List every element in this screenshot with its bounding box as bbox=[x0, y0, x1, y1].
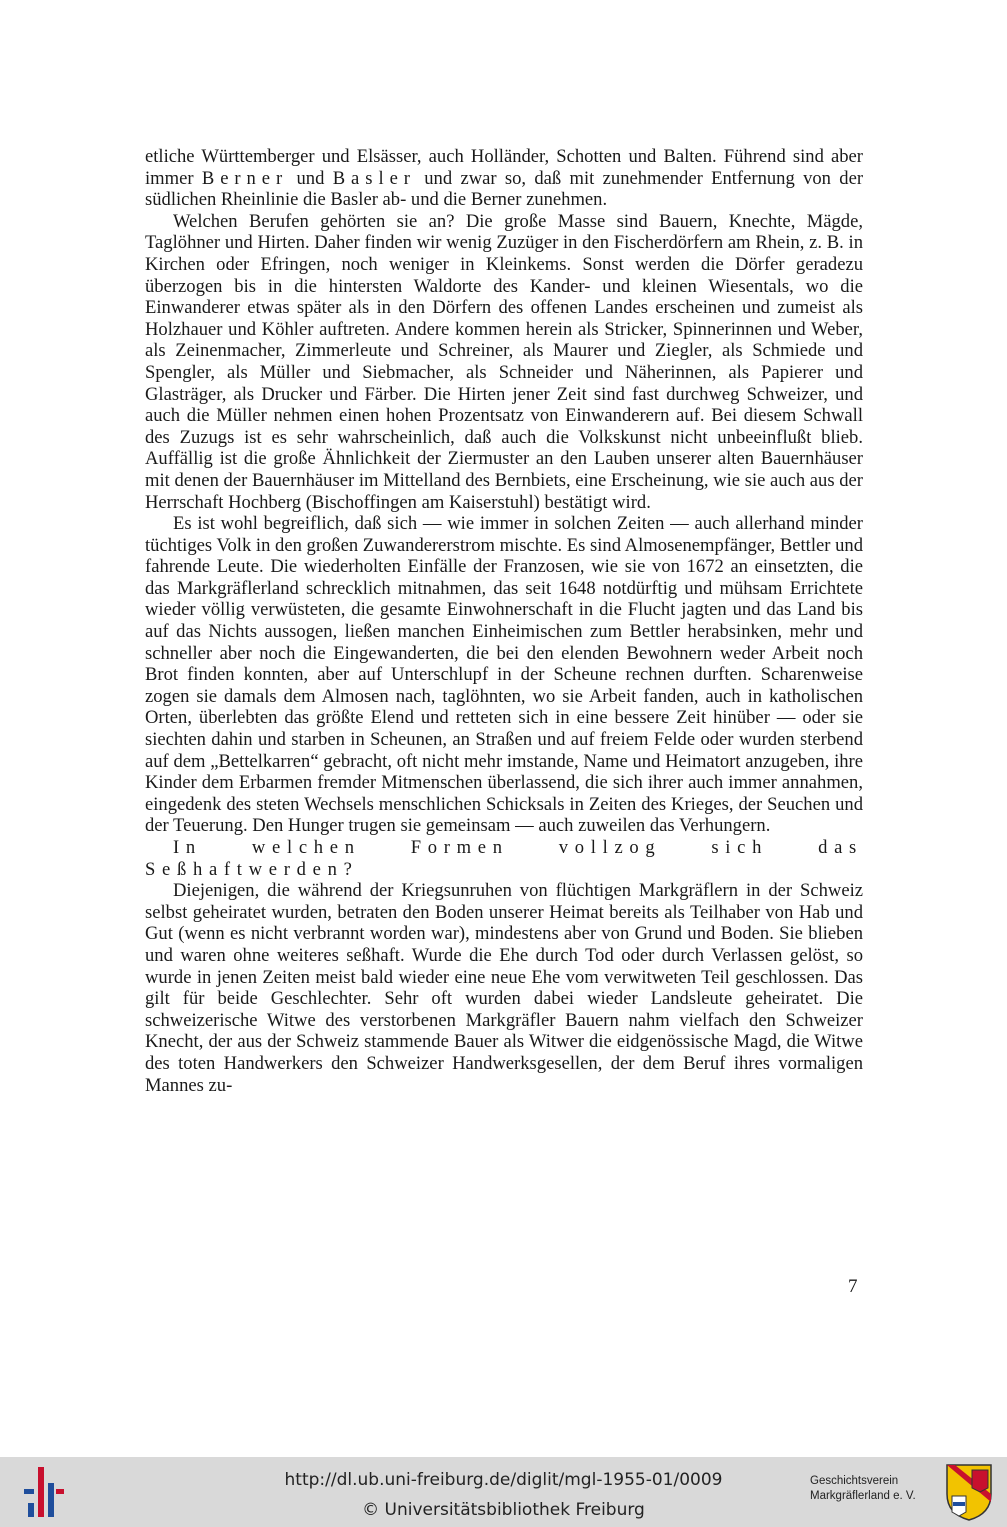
paragraph-1 bbox=[145, 146, 863, 211]
spaced-word-basler: Basler bbox=[332, 167, 416, 189]
society-line-1: Geschichtsverein bbox=[810, 1475, 899, 1487]
page-body bbox=[145, 146, 863, 1096]
paragraph-2: Welchen Berufen gehörten sie an? Die große Masse sind Bauern, Knechte, Mägde, Taglöhner und Hirten. Daher finden wir wenig Zuzüger in den Fischerdörfern am Rhein, z. B. in Kirchen oder Efringen, noch weniger in Kleinkems. Sonst werden die Dörfer geradezu überzogen bis in die hintersten Waldorte des Kander- und kleinen Wiesentals, wo die Einwanderer etwas später als in den Dörfern des offenen Landes erscheinen und zumeist als Holzhauer und Köhler auftreten. Andere kommen herein als Stricker, Spinnerinnen und Weber, als Zeinenmacher, Zimmerleute und Schreiner, als Maurer und Ziegler, als Schmiede und Spengler, als Müller und Siebmacher, als Schneider und Näherinnen, als Papierer und Glasträger, als Drucker und Färber. Die Hirten jener Zeit sind fast durchweg Schweizer, und auch die Müller nehmen einen hohen Prozentsatz von Einwanderern auf. Bei diesem Schwall des Zuzugs ist es sehr wahrscheinlich, daß auch die Volkskunst nicht unbeeinflußt blieb. Auffällig ist die große Ähnlichkeit der Ziermuster an den Lauben unserer alten Bauernhäuser mit denen der Bauernhäuser im Mittelland des Bernbiets, eine Erscheinung, wie sie auch aus der Herrschaft Hochberg (Bischoffingen am Kaiserstuhl) bestätigt wird. bbox=[145, 210, 863, 513]
page-number: 7 bbox=[848, 1276, 858, 1297]
society-name bbox=[810, 1474, 940, 1504]
paragraph-4: Diejenigen, die während der Kriegsunruhen von flüchtigen Markgräflern in der Schweiz selbst geheiratet wurden, betraten den Boden unserer Heimat bereits als Teilhaber von Hab und Gut (wenn es nicht verbrannt worden war), mindestens aber von Grund und Boden. Sie blieben und waren ohne weiteres seßhaft. Wurde die Ehe durch Tod oder durch Verlassen gelöst, so wurde in jenen Zeiten meist bald wieder eine neue Ehe vom verwitweten Teil geschlossen. Das gilt für beide Geschlechter. Sehr oft wurden dabei wieder Landsleute geheiratet. Die schweizerische Witwe des verstorbenen Markgräfler Bauern nahm vielfach den Schweizer Knecht, der aus der Schweiz stammende Bauer als Witwer die eidgenössische Magd, die Witwe des toten Handwerkers den Schweizer Handwerksgesellen, der dem Beruf ihres vormaligen Mannes zu- bbox=[145, 880, 863, 1096]
society-line-2: Markgräflerland e. V. bbox=[810, 1490, 916, 1502]
footer-bar bbox=[0, 1457, 1007, 1527]
footer-url-link[interactable]: http://dl.ub.uni-freiburg.de/diglit/mgl-1955-01/0009 bbox=[284, 1470, 723, 1490]
section-heading: In welchen Formen vollzog sich das Seßhaftwerden? bbox=[145, 837, 863, 880]
spaced-word-berner: Berner bbox=[201, 167, 289, 189]
footer-copyright: © Universitätsbibliothek Freiburg bbox=[362, 1500, 645, 1520]
paragraph-1-mid: und bbox=[288, 167, 333, 189]
paragraph-3: Es ist wohl begreiflich, daß sich — wie immer in solchen Zeiten — auch allerhand minder tüchtiges Volk in den großen Zuwandererstrom mischte. Es sind Almosenempfänger, Bettler und fahrende Leute. Die wiederholten Einfälle der Franzosen, wie sie von 1672 an einsetzten, die das Markgräflerland schrecklich mitnahmen, das seit 1648 notdürftig und mühsam Errichtete wieder völlig verwüsteten, die gesamte Einwohnerschaft in die Flucht jagten und das Land bis auf das Nichts aussogen, ließen manchen Einheimischen zum Bettler herabsinken, mehr und schneller aber noch die Eingewanderten, die bei den elenden Bewohnern weder Arbeit noch Brot finden konnten, aber auf Unterschlupf in der Scheune rechnen durften. Scharenweise zogen sie damals dem Almosen nach, taglöhnten, wo sie Arbeit fanden, auch in katholischen Orten, überlebten das größte Elend und retteten sich in eine bessere Zeit hinüber — oder sie siechten dahin und starben in Scheunen, an Straßen und auf freiem Felde oder wurden sterbend auf dem „Bettelkarren“ gebracht, oft nicht mehr imstande, Name und Heimatort anzugeben, ihre Kinder dem Erbarmen fremder Mitmenschen überlassend, die sich ihrer auch immer annahmen, eingedenk des steten Wechsels menschlichen Schicksals in Zeiten des Krieges, der Seuchen und der Teuerung. Den Hunger trugen sie gemeinsam — auch zuweilen das Verhungern. bbox=[145, 513, 863, 837]
markgraeflerland-crest-icon[interactable] bbox=[944, 1462, 994, 1522]
paragraph-1-lead: etliche Württemberger und Elsässer, auch Holländer, Schotten und Balten. Führend sind aber immer bbox=[145, 146, 863, 189]
paragraph-1-tail: und zwar so, daß mit zunehmender Entfernung von der südlichen Rheinlinie die Basler ab- und die Berner zunehmen. bbox=[145, 167, 864, 211]
